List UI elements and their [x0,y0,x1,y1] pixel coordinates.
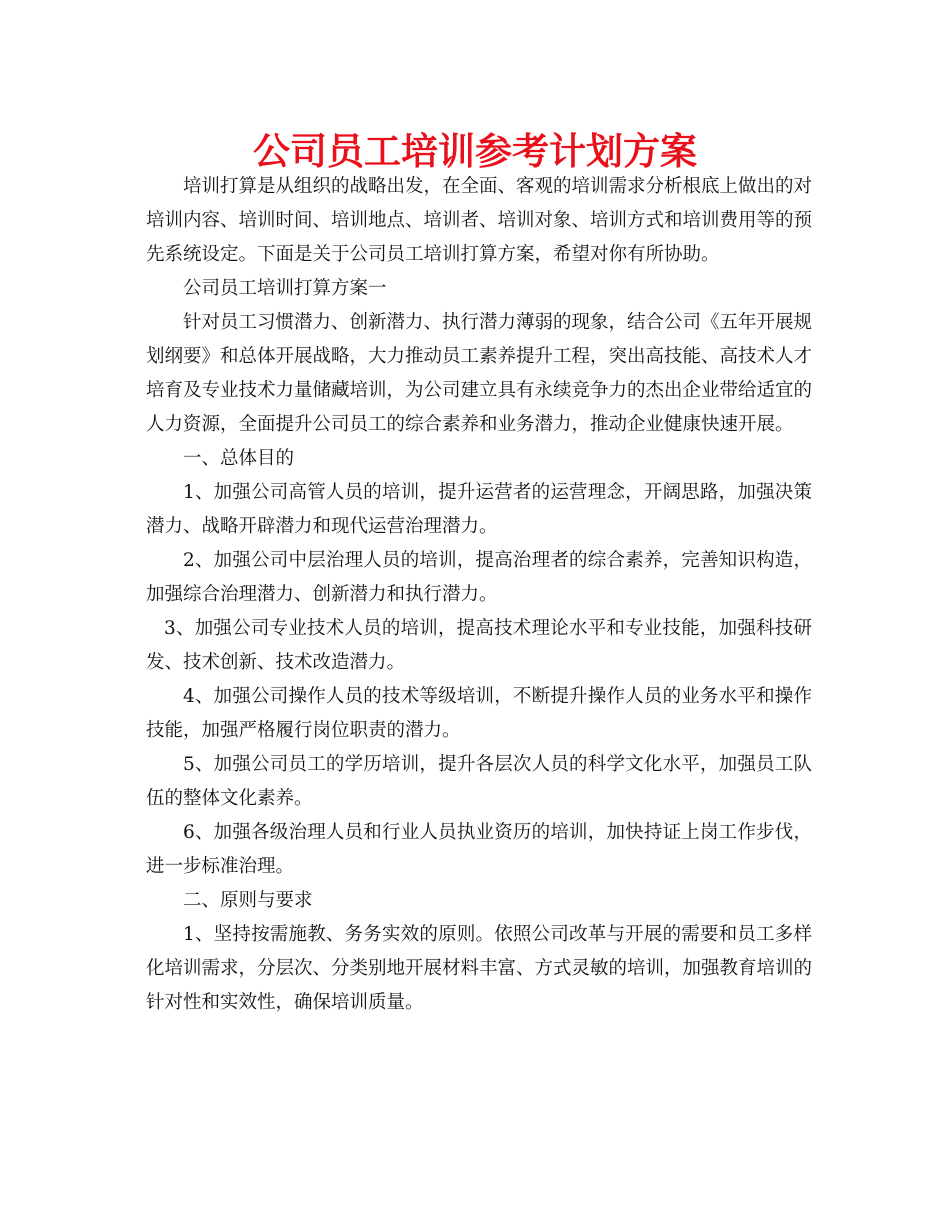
paragraph-background: 针对员工习惯潜力、创新潜力、执行潜力薄弱的现象，结合公司《五年开展规划纲要》和总体开展战略，大力推动员工素养提升工程，突出高技能、高技术人才培育及专业技术力量储藏培训，为公司建立具有永续竞争力的杰出企业带给适宜的人力资源，全面提升公司员工的综合素养和业务潜力，推动企业健康快速开展。 [146,312,813,435]
goal-item-1: 1、加强公司高管人员的培训，提升运营者的运营理念，开阔思路，加强决策潜力、战略开辟潜力和现代运营治理潜力。 [146,482,812,537]
goal-item-5: 5、加强公司员工的学历培训，提升各层次人员的科学文化水平，加强员工队伍的整体文化素养。 [146,754,812,809]
goal-item-4: 4、加强公司操作人员的技术等级培训，不断提升操作人员的业务水平和操作技能，加强严格履行岗位职责的潜力。 [146,686,812,741]
goal-item-3: 3、加强公司专业技术人员的培训，提高技术理论水平和专业技能，加强科技研发、技术创新、技术改造潜力。 [146,618,812,673]
document-title: 公司员工培训参考计划方案 [253,130,697,173]
goal-item-2: 2、加强公司中层治理人员的培训，提高治理者的综合素养，完善知识构造，加强综合治理潜力、创新潜力和执行潜力。 [146,550,812,605]
goal-item-6: 6、加强各级治理人员和行业人员执业资历的培训，加快持证上岗工作步伐，进一步标准治理。 [146,822,812,877]
principle-item-1: 1、坚持按需施教、务务实效的原则。依照公司改革与开展的需要和员工多样化培训需求，分层次、分类别地开展材料丰富、方式灵敏的培训，加强教育培训的针对性和实效性，确保培训质量。 [146,924,813,1013]
paragraph-intro: 培训打算是从组织的战略出发，在全面、客观的培训需求分析根底上做出的对培训内容、培训时间、培训地点、培训者、培训对象、培训方式和培训费用等的预先系统设定。下面是关于公司员工培训打算方案，希望对你有所协助。 [146,176,813,265]
section-heading-principles: 二、原则与要求 [183,890,313,911]
section-heading-goals: 一、总体目的 [183,448,295,469]
document-body [146,170,812,1020]
paragraph-plan-heading: 公司员工培训打算方案一 [183,278,387,299]
